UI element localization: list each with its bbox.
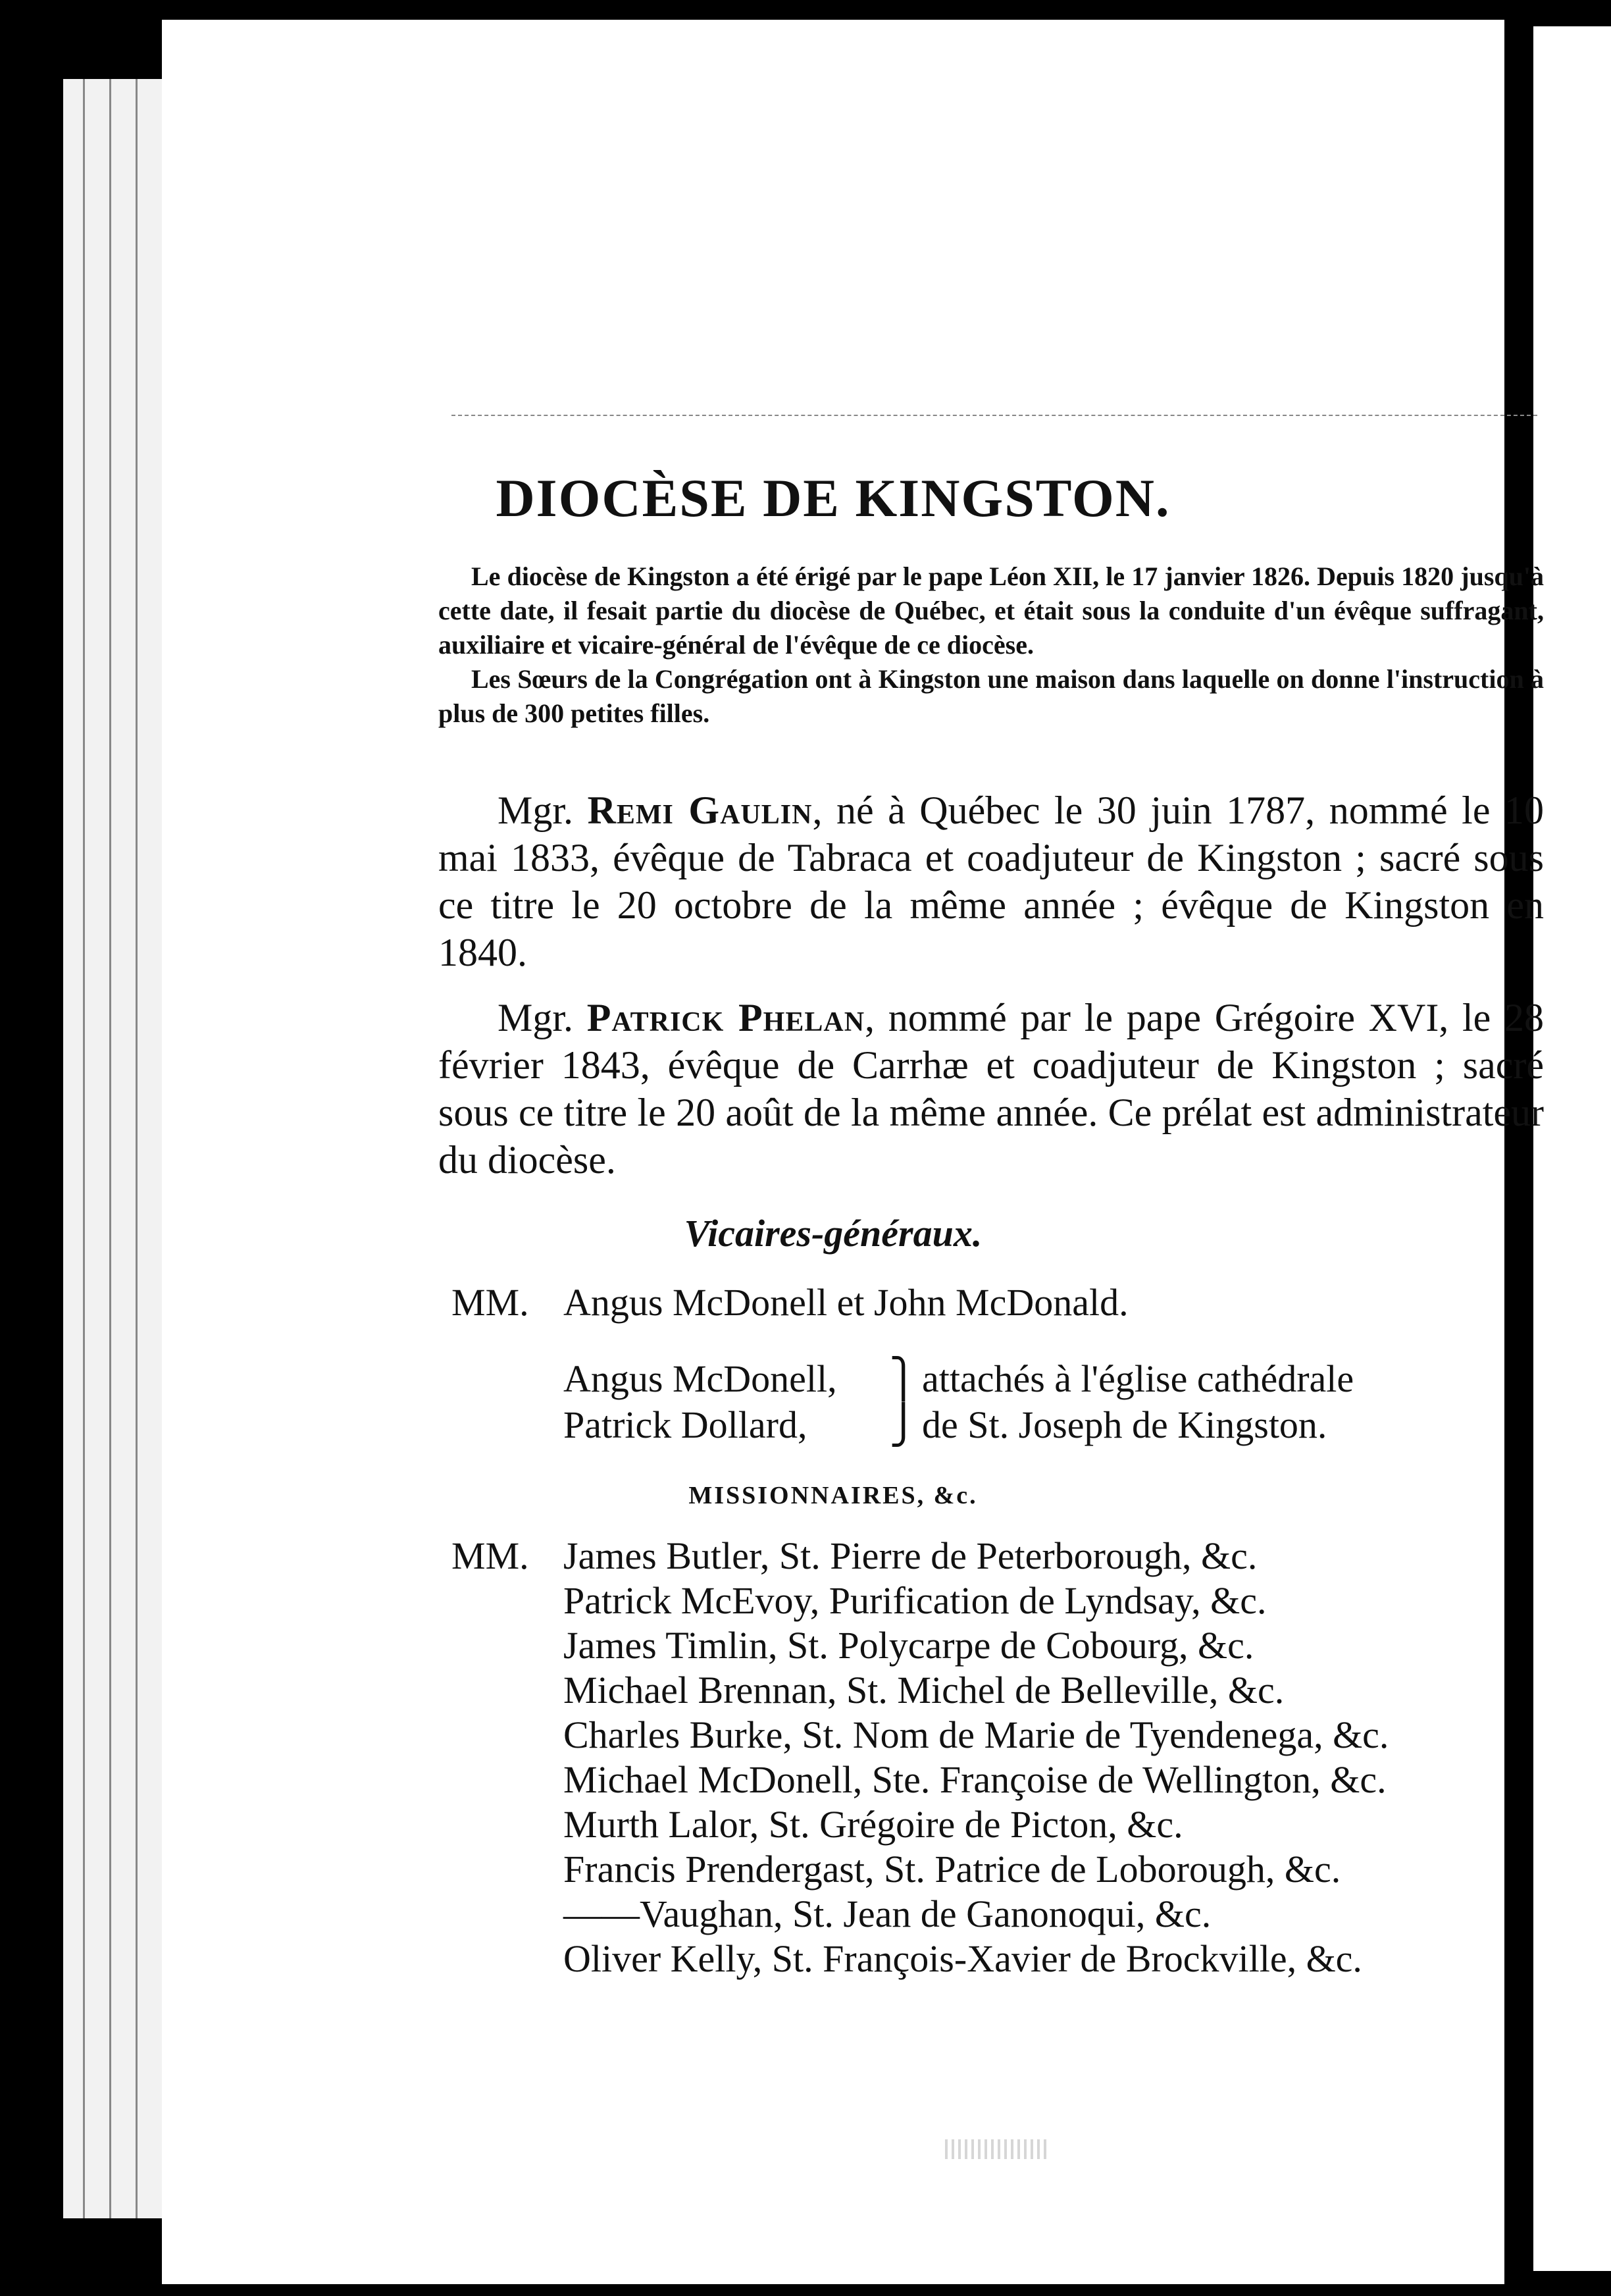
attachment-names: [563, 1356, 837, 1448]
missionnaires-heading: MISSIONNAIRES, &c.: [688, 1482, 978, 1509]
intro-paragraph-1: Le diocèse de Kingston a été érigé par le pape Léon XII, le 17 janvier 1826. Depuis 1820 jusqu'à cette date, il fesait partie du diocèse de Québec, et était sous la conduite d'un évêque suffragant, auxiliaire et vicaire-général de l'évêque de ce diocèse.: [438, 561, 1544, 660]
bio-name: Patrick Phelan: [586, 996, 865, 1039]
bio-name: Remi Gaulin: [587, 789, 813, 832]
list-item: James Timlin, St. Polycarpe de Cobourg, &c.: [563, 1624, 1254, 1667]
page-title: DIOCÈSE DE KINGSTON.: [496, 468, 1171, 528]
attachment-description: [922, 1356, 1354, 1448]
bio-remi-gaulin: [438, 787, 1544, 976]
list-item: Oliver Kelly, St. François-Xavier de Brockville, &c.: [563, 1937, 1362, 1980]
bio-prefix: Mgr.: [498, 789, 574, 832]
document-page: [162, 20, 1545, 2284]
stacked-page-edges: [63, 79, 164, 2218]
bio-prefix: Mgr.: [498, 996, 574, 1039]
attachment-name: Angus McDonell,: [563, 1357, 837, 1400]
ink-smudge: [945, 2139, 1050, 2159]
list-item: Francis Prendergast, St. Patrice de Loborough, &c.: [563, 1848, 1341, 1891]
missionnaires-list: [563, 1534, 1550, 1981]
intro-section: [438, 560, 1544, 731]
list-item: ——Vaughan, St. Jean de Ganonoqui, &c.: [563, 1892, 1212, 1935]
bio-patrick-phelan: [438, 994, 1544, 1184]
attachment-desc-line: attachés à l'église cathédrale: [922, 1357, 1354, 1400]
bio-text: , né à Québec le 30 juin 1787, nommé le 10 mai 1833, évêque de Tabraca et coadjuteur de Kingston ; sacré sous ce titre le 20 octobre de la même année ; évêque de Kingston en 1840.: [438, 789, 1545, 974]
vicaires-prefix: MM.: [451, 1281, 529, 1324]
header-ornament-rule: [451, 415, 1537, 420]
attachment-desc-line: de St. Joseph de Kingston.: [922, 1403, 1327, 1446]
list-item: Patrick McEvoy, Purification de Lyndsay, &c.: [563, 1579, 1267, 1622]
attachment-name: Patrick Dollard,: [563, 1403, 807, 1446]
vicaires-heading: Vicaires-généraux.: [684, 1212, 983, 1255]
intro-paragraph-2: Les Sœurs de la Congrégation ont à Kingston une maison dans laquelle on donne l'instruction à plus de 300 petites filles.: [438, 664, 1544, 728]
missionnaires-prefix: MM.: [451, 1534, 529, 1577]
list-item: Murth Lalor, St. Grégoire de Picton, &c.: [563, 1803, 1183, 1846]
vicaires-names: Angus McDonell et John McDonald.: [563, 1281, 1129, 1324]
bio-text: , nommé par le pape Grégoire XVI, le 28 février 1843, évêque de Carrhæ et coadjuteur de Kingston ; sacré sous ce titre le 20 août de la même année. Ce prélat est administrateur du diocèse.: [438, 996, 1545, 1182]
list-item: Charles Burke, St. Nom de Marie de Tyendenega, &c.: [563, 1713, 1389, 1756]
brace-glyph: ⎫ ⎭: [889, 1357, 918, 1446]
list-item: James Butler, St. Pierre de Peterborough, &c.: [563, 1534, 1258, 1577]
list-item: Michael McDonell, Ste. Françoise de Wellington, &c.: [563, 1758, 1387, 1801]
list-item: Michael Brennan, St. Michel de Belleville, &c.: [563, 1669, 1285, 1711]
